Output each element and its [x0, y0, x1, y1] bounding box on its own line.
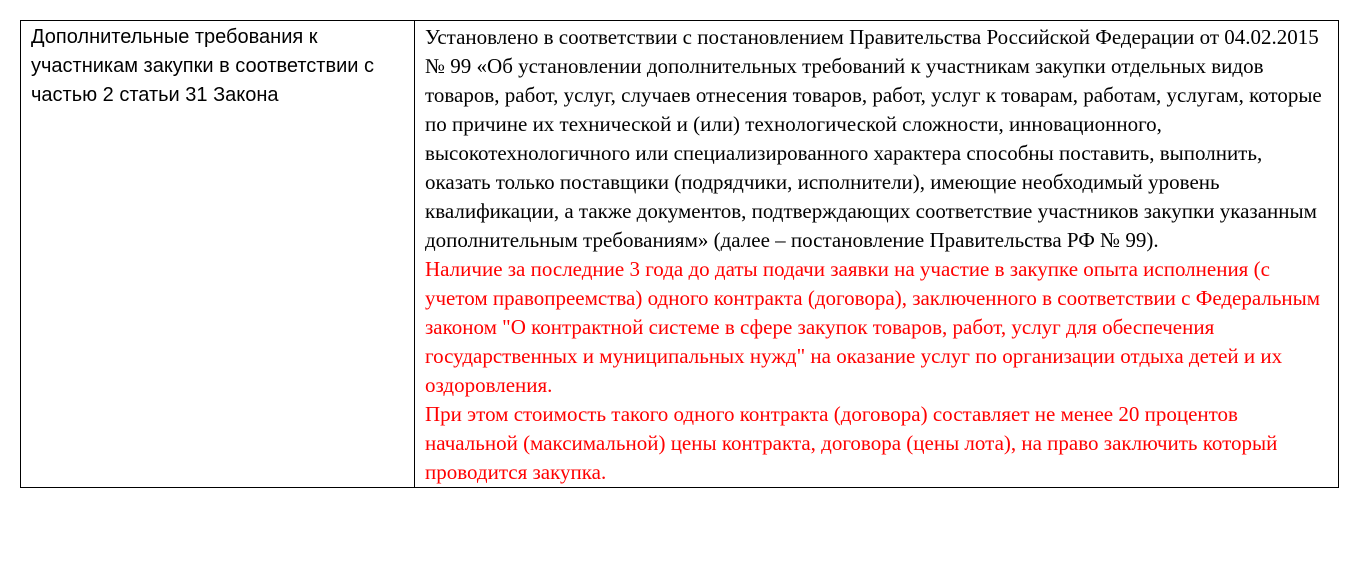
requirement-description-cell	[415, 21, 1339, 488]
table-row	[21, 21, 1339, 488]
experience-requirement-paragraph: Наличие за последние 3 года до даты подачи заявки на участие в закупке опыта исполнения (с учетом правопреемства) одного контракта (договора), заключенного в соответствии с Федеральным законом "О контрактной системе в сфере закупок товаров, работ, услуг для обеспечения государственных и муниципальных нужд" на оказание услуг по организации отдыха детей и их оздоровления.	[425, 257, 1321, 397]
decree-reference-paragraph: Установлено в соответствии с постановлением Правительства Российской Федерации от 04.02.2015 № 99 «Об установлении дополнительных требований к участникам закупки отдельных видов товаров, работ, услуг, случаев отнесения товаров, работ, услуг к товарам, работам, услугам, которые по причине их технической и (или) технологической сложности, инновационного, высокотехнологичного или специализированного характера способны поставить, выполнить, оказать только поставщики (подрядчики, исполнители), имеющие необходимый уровень квалификации, а также документов, подтверждающих соответствие участников закупки указанным дополнительным требованиям» (далее – постановление Правительства РФ № 99).	[425, 25, 1322, 252]
contract-value-requirement-paragraph: При этом стоимость такого одного контракта (договора) составляет не менее 20 процентов начальной (максимальной) цены контракта, договора (цены лота), на право заключить который проводится закупка.	[425, 402, 1278, 484]
requirements-table	[20, 20, 1339, 488]
requirement-label-cell: Дополнительные требования к участникам закупки в соответствии с частью 2 статьи 31 Закона	[21, 21, 415, 488]
